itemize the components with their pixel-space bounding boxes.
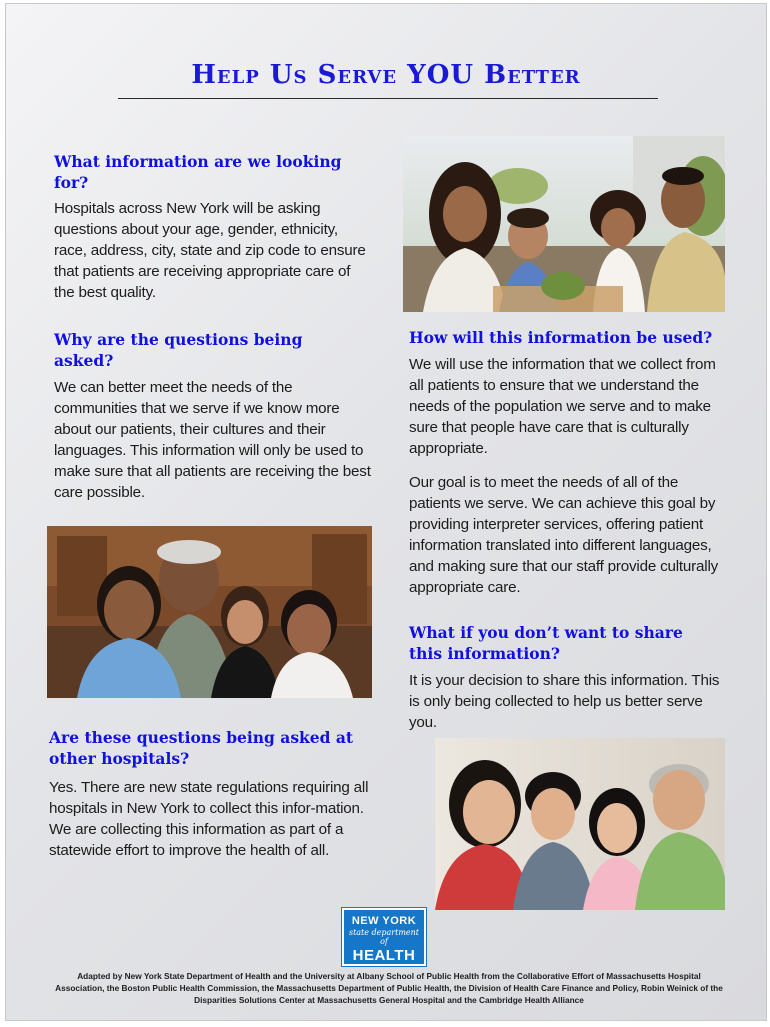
heading-what-information: What information are we looking for? [54,152,342,192]
heading-how-used: How will this information be used? [409,328,713,347]
flyer-page [5,3,767,1021]
family-photo-indoor [47,526,372,698]
body-what-if: It is your decision to share this information. This is only being collected to help us better serve you. [409,672,720,731]
body-why-asked: We can better meet the needs of the communities that we serve if we know more about our patients, their cultures and their languages. This information will only be used to make sure that all patients are receiving the best care possible. [54,379,371,501]
body-other-hospitals: Yes. There are new state regulations requiring all hospitals in New York to collect this infor-mation. We are collecting this information as part of a statewide effort to improve the health of all. [49,779,369,859]
body-how-used-2: Our goal is to meet the needs of all of the patients we serve. We can achieve this goal by providing interpreter services, offering patient information translated into different languages, and making sure that our staff provide culturally appropriate care. [409,474,719,596]
family-photo-asian [435,738,725,910]
title-divider [118,98,658,99]
logo-line-1: NEW YORK [351,915,417,927]
family-photo-outdoor [403,136,725,312]
heading-other-hospitals: Are these questions being asked at other hospitals? [49,728,354,768]
heading-what-if: What if you don’t want to share this information? [409,623,683,663]
heading-why-asked: Why are the questions being asked? [54,330,303,370]
logo-line-2: state department of [348,928,420,946]
logo-line-3: HEALTH [352,947,416,964]
credit-footer: Adapted by New York State Department of Health and the University at Albany School of Public Health from the Collaborative Effort of Massachusetts Hospital Association, the Boston Public Health Commission, the Massachusetts Department of Public Health, the Division of Health Care Finance and Policy, Robin Weinick of the Disparities Solutions Center at Massachusetts General Hospital and the Cambridge Health Alliance [55,971,723,1005]
page-title: Help Us Serve YOU Better [191,60,581,90]
nys-health-logo [342,908,426,966]
body-what-information: Hospitals across New York will be asking questions about your age, gender, ethnicity, race, address, city, state and zip code to ensure that patients are receiving appropriate care of the best quality. [54,200,366,301]
body-how-used-1: We will use the information that we collect from all patients to ensure that we understand the needs of the population we serve and to make sure that people have care that is culturally appropriate. [409,356,716,457]
